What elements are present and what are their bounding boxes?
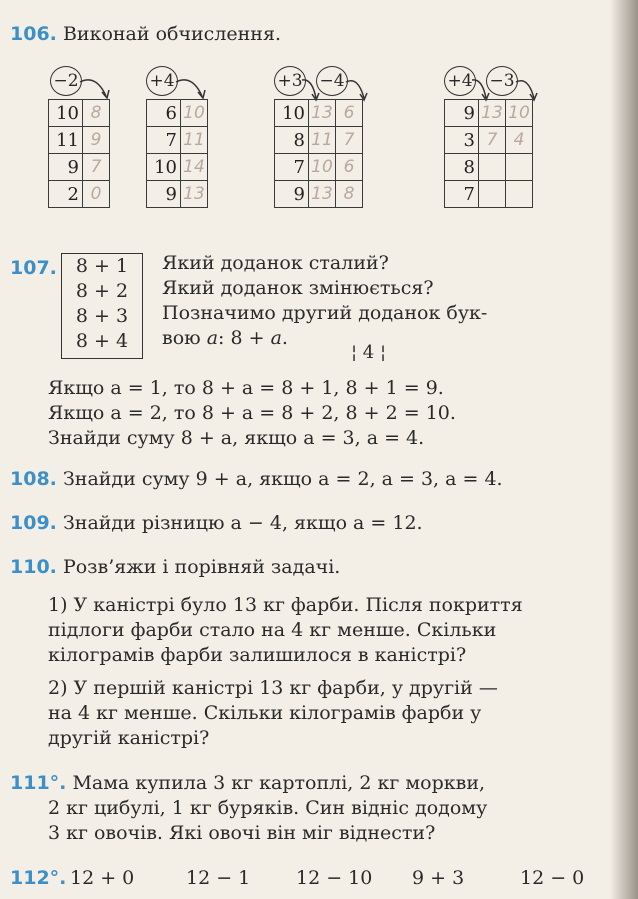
operation-circle: +3 bbox=[274, 66, 306, 96]
example-line: Якщо а = 1, то 8 + а = 8 + 1, 8 + 1 = 9. bbox=[48, 377, 444, 399]
question-line bbox=[162, 326, 288, 350]
cell-input: 8 bbox=[445, 154, 479, 181]
cell-answer[interactable]: 13 bbox=[309, 181, 336, 208]
arrow-icon bbox=[174, 72, 210, 102]
problem-2-line: на 4 кг менше. Скільки кілограмів фарби у bbox=[48, 702, 482, 724]
problem-1-line: підлоги фарби стало на 4 кг менше. Скільки bbox=[48, 619, 497, 641]
operation-circle: −3 bbox=[486, 66, 518, 96]
cell-input: 9 bbox=[49, 154, 83, 181]
operation-circle: +4 bbox=[146, 66, 178, 96]
cell-answer[interactable]: 11 bbox=[181, 127, 208, 154]
problem-2-line: другій каністрі? bbox=[48, 727, 210, 749]
exercise-112-number: 112°. bbox=[10, 867, 67, 889]
cell-answer[interactable]: 7 bbox=[336, 127, 363, 154]
cell-answer[interactable]: 0 bbox=[83, 181, 110, 208]
exercise-107-number-wrap bbox=[10, 256, 57, 280]
cell-answer[interactable]: 6 bbox=[336, 100, 363, 127]
cell-input: 10 bbox=[275, 100, 309, 127]
page-edge-shadow bbox=[610, 0, 638, 899]
cell-answer[interactable]: 13 bbox=[181, 181, 208, 208]
exercise-106-text: Виконай обчислення. bbox=[62, 23, 281, 45]
cell-input: 10 bbox=[147, 154, 181, 181]
cell-answer[interactable] bbox=[479, 181, 506, 208]
arrow-icon bbox=[300, 74, 324, 102]
calc-table-4 bbox=[444, 99, 533, 208]
cell-answer[interactable] bbox=[479, 154, 506, 181]
cell-input: 2 bbox=[49, 181, 83, 208]
exercise-108 bbox=[10, 467, 503, 491]
cell-input: 10 bbox=[49, 100, 83, 127]
problem-2-line: 2) У першій каністрі 13 кг фарби, у другій — bbox=[48, 677, 498, 699]
operation-circle: +4 bbox=[444, 66, 476, 96]
exercise-110 bbox=[10, 555, 340, 579]
calc-table-1 bbox=[48, 99, 110, 208]
exercise-109-number: 109. bbox=[10, 512, 57, 534]
exercise-111-text: Мама купила 3 кг картоплі, 2 кг моркви, bbox=[72, 772, 486, 794]
exercise-111-line: 3 кг овочів. Які овочі він міг віднести? bbox=[48, 822, 436, 844]
text-fragment: . bbox=[281, 327, 288, 349]
cell-answer[interactable]: 9 bbox=[83, 127, 110, 154]
variable-a: а bbox=[206, 327, 219, 349]
cell-answer[interactable]: 14 bbox=[181, 154, 208, 181]
question-line: Який доданок сталий? bbox=[162, 252, 389, 274]
page-number: 4 bbox=[362, 342, 375, 363]
cell-answer[interactable]: 13 bbox=[479, 100, 506, 127]
variable-a: а bbox=[270, 327, 282, 349]
cell-answer[interactable]: 11 bbox=[309, 127, 336, 154]
exercise-106-number: 106. bbox=[10, 23, 57, 45]
cell-answer[interactable]: 10 bbox=[181, 100, 208, 127]
exercise-107-number: 107. bbox=[10, 257, 57, 279]
exercise-109-text: Знайди різницю а − 4, якщо а = 12. bbox=[62, 512, 423, 534]
arrow-icon bbox=[470, 74, 494, 102]
cell-answer[interactable]: 10 bbox=[309, 154, 336, 181]
cell-input: 9 bbox=[275, 181, 309, 208]
exercise-110-number: 110. bbox=[10, 556, 57, 578]
calc-table-3 bbox=[274, 99, 363, 208]
cell-input: 8 bbox=[275, 127, 309, 154]
cell-answer[interactable]: 7 bbox=[83, 154, 110, 181]
calc-table-2 bbox=[146, 99, 208, 208]
cell-input: 6 bbox=[147, 100, 181, 127]
exercise-108-text: Знайди суму 9 + а, якщо а = 2, а = 3, а = 4. bbox=[62, 468, 503, 490]
question-line: Позначимо другий доданок бук- bbox=[162, 302, 488, 324]
exercise-109 bbox=[10, 511, 423, 535]
cell-answer[interactable]: 4 bbox=[506, 127, 533, 154]
expression-box bbox=[61, 253, 143, 359]
expression: 8 + 3 bbox=[75, 305, 129, 327]
exercise-111-line bbox=[10, 771, 485, 795]
operation-circle: −2 bbox=[50, 66, 82, 96]
cell-input: 7 bbox=[445, 181, 479, 208]
expression-item: 12 − 0 bbox=[520, 867, 585, 889]
cell-answer[interactable]: 8 bbox=[83, 100, 110, 127]
cell-answer[interactable]: 6 bbox=[336, 154, 363, 181]
expression-item: 12 − 1 bbox=[186, 867, 251, 889]
cell-answer[interactable] bbox=[506, 181, 533, 208]
exercise-111-number: 111°. bbox=[10, 772, 67, 794]
expression: 8 + 2 bbox=[75, 280, 129, 302]
operation-circle: −4 bbox=[316, 66, 348, 96]
page-number-mark: ¦ 4 ¦ bbox=[351, 342, 387, 363]
cell-input: 3 bbox=[445, 127, 479, 154]
cell-input: 9 bbox=[147, 181, 181, 208]
exercise-108-number: 108. bbox=[10, 468, 57, 490]
cell-input: 7 bbox=[275, 154, 309, 181]
text-fragment: вою bbox=[162, 327, 207, 349]
problem-1-line: 1) У каністрі було 13 кг фарби. Після покриття bbox=[48, 594, 523, 616]
cell-input: 9 bbox=[445, 100, 479, 127]
text-fragment: : 8 + bbox=[218, 327, 271, 349]
cell-answer[interactable]: 8 bbox=[336, 181, 363, 208]
exercise-112-number-wrap bbox=[10, 866, 66, 890]
question-line: Який доданок змінюється? bbox=[162, 277, 434, 299]
exercise-110-text: Розв’яжи і порівняй задачі. bbox=[62, 556, 341, 578]
cell-answer[interactable]: 13 bbox=[309, 100, 336, 127]
expression: 8 + 4 bbox=[75, 330, 129, 352]
cell-answer[interactable] bbox=[506, 154, 533, 181]
arrow-icon bbox=[78, 72, 114, 102]
expression-item: 9 + 3 bbox=[412, 867, 465, 889]
exercise-111-line: 2 кг цибулі, 1 кг буряків. Син відніс додому bbox=[48, 797, 488, 819]
problem-1-line: кілограмів фарби залишилося в каністрі? bbox=[48, 644, 467, 666]
expression-item: 12 − 10 bbox=[296, 867, 373, 889]
cell-input: 11 bbox=[49, 127, 83, 154]
cell-answer[interactable]: 7 bbox=[479, 127, 506, 154]
expression-item: 12 + 0 bbox=[70, 867, 135, 889]
expression: 8 + 1 bbox=[75, 255, 129, 277]
arrow-icon bbox=[514, 72, 544, 102]
exercise-106-header bbox=[10, 22, 281, 46]
cell-input: 7 bbox=[147, 127, 181, 154]
arrow-icon bbox=[344, 72, 374, 102]
task-line: Знайди суму 8 + а, якщо а = 3, а = 4. bbox=[48, 427, 425, 449]
example-line: Якщо а = 2, то 8 + а = 8 + 2, 8 + 2 = 10. bbox=[48, 402, 456, 424]
cell-answer[interactable]: 10 bbox=[506, 100, 533, 127]
